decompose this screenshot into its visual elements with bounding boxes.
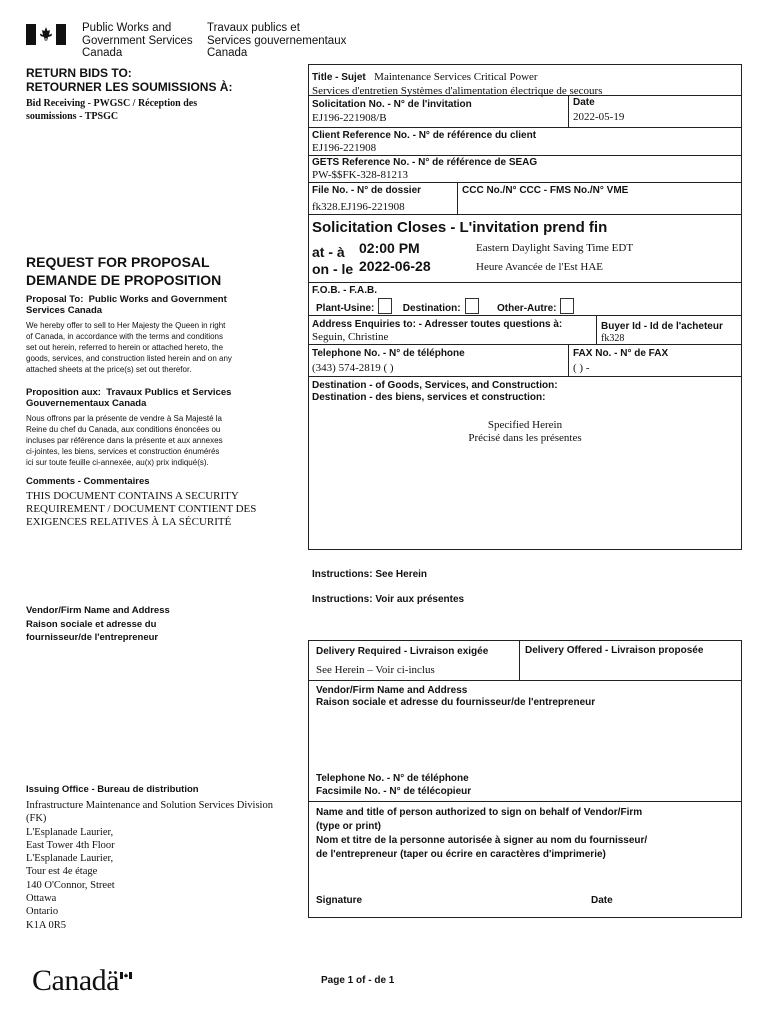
return-bids-title-en: RETURN BIDS TO: (26, 66, 132, 80)
enquiries-value: Seguin, Christine (312, 331, 389, 343)
gets-ref-label: GETS Reference No. - N° de référence de SEAG (312, 157, 538, 168)
canada-wordmark: Canadä (32, 964, 119, 997)
proposition-label: Proposition aux: Travaux Publics et Services Gouvernementaux Canada (26, 387, 232, 409)
title-value: Maintenance Services Critical Power (374, 71, 538, 83)
timezone-fr: Heure Avancée de l'Est HAE (476, 261, 604, 273)
rfp-title-fr: DEMANDE DE PROPOSITION (26, 272, 222, 288)
vendor-phone-label: Telephone No. - N° de téléphone Facsimile No. - N° de télécopieur (316, 773, 472, 797)
destination-label: Destination - of Goods, Services, and Construction: Destination - des biens, services et construction: (312, 380, 558, 403)
file-no-value: fk328.EJ196-221908 (312, 201, 405, 213)
vendor-left-label: Vendor/Firm Name and Address Raison sociale et adresse du fournisseur/de l'entrepreneur (26, 605, 170, 643)
proposal-to-label: Proposal To: Public Works and Government Services Canada (26, 294, 227, 316)
fax-label: FAX No. - N° de FAX (573, 348, 669, 359)
page-number: Page 1 of - de 1 (321, 975, 395, 986)
date-value: 2022-05-19 (573, 111, 625, 123)
plant-label: Plant-Usine: (316, 303, 375, 314)
gets-ref-value: PW-$$FK-328-81213 (312, 169, 408, 181)
closes-title: Solicitation Closes - L'invitation prend fin (312, 219, 608, 236)
instructions-fr: Instructions: Voir aux présentes (312, 594, 465, 605)
buyer-id-label: Buyer Id - Id de l'acheteur (601, 321, 723, 332)
issuing-office-address: Infrastructure Maintenance and Solution Services Division (FK) L'Esplanade Laurier, East Tower 4th Floor L'Esplanade Laurier, Tour est 4e étage 140 O'Connor, Street Ottawa Ontario K1A 0R5 (26, 800, 273, 931)
vendor-name-label: Vendor/Firm Name and Address Raison sociale et adresse du fournisseur/de l'entrepreneur (316, 685, 596, 708)
at-label: at - à (312, 244, 345, 260)
comments-label: Comments - Commentaires (26, 476, 150, 487)
delivery-required-label: Delivery Required - Livraison exigée (316, 646, 489, 657)
title-value-fr: Services d'entretien Systèmes d'alimentation électrique de secours (312, 85, 603, 97)
return-bids-address: Bid Receiving - PWGSC / Réception des soumissions - TPSGC (26, 98, 198, 122)
other-label: Other-Autre: (497, 303, 557, 314)
delivery-offered-label: Delivery Offered - Livraison proposée (525, 645, 704, 656)
proposal-to-text: We hereby offer to sell to Her Majesty the Queen in right of Canada, in accordance with the terms and conditions set out herein, referred to herein or attached hereto, the goods, services, and construction listed herein and on any attached sheets at the price(s) set out therefor. (26, 321, 232, 374)
ccc-label: CCC No./N° CCC - FMS No./N° VME (462, 185, 629, 196)
specified-en: Specified Herein (487, 419, 563, 431)
plant-checkbox[interactable] (378, 298, 392, 314)
title-field (312, 67, 738, 98)
enquiries-label: Address Enquiries to: - Adresser toutes questions à: (312, 319, 563, 330)
closing-time: 02:00 PM (359, 240, 420, 256)
date-label: Date (573, 97, 595, 108)
fob-options (316, 298, 574, 316)
phone-value: (343) 574-2819 ( ) (312, 362, 394, 374)
phone-label: Telephone No. - N° de téléphone (312, 348, 465, 359)
return-bids-title-fr: RETOURNER LES SOUMISSIONS À: (26, 80, 233, 94)
other-checkbox[interactable] (560, 298, 574, 314)
issuing-office-label: Issuing Office - Bureau de distribution (26, 784, 199, 795)
wordmark-flag-icon (120, 966, 132, 973)
buyer-id-value: fk328 (601, 333, 625, 344)
instructions-en: Instructions: See Herein (312, 569, 428, 580)
delivery-required-value: See Herein – Voir ci-inclus (316, 664, 435, 676)
timezone-en: Eastern Daylight Saving Time EDT (476, 242, 634, 254)
canada-flag-icon (26, 24, 66, 45)
fob-label: F.O.B. - F.A.B. (312, 285, 377, 296)
file-no-label: File No. - N° de dossier (312, 185, 422, 196)
dept-name-en: Public Works and Government Services Canada (82, 22, 193, 59)
solicitation-value: EJ196-221908/B (312, 112, 387, 124)
client-ref-label: Client Reference No. - N° de référence du client (312, 130, 537, 141)
fax-value: ( ) - (573, 362, 590, 374)
destination-checkbox[interactable] (465, 298, 479, 314)
signature-date-label: Date (591, 895, 613, 906)
comments-text: THIS DOCUMENT CONTAINS A SECURITY REQUIREMENT / DOCUMENT CONTIENT DES EXIGENCES RELATIVES À LA SÉCURITÉ (26, 490, 257, 528)
title-label: Title - Sujet (312, 72, 366, 83)
signature-label: Signature (316, 895, 363, 906)
authorized-person-label: Name and title of person authorized to sign on behalf of Vendor/Firm (type or print) Nom et titre de la personne autorisée à signer au nom du fournisseur/ de l'entrepreneur (taper ou écrire en caractères d'imprimerie) (316, 807, 648, 860)
solicitation-label: Solicitation No. - N° de l'invitation (312, 99, 472, 110)
on-label: on - le (312, 261, 354, 277)
dept-name-fr: Travaux publics et Services gouvernementaux Canada (207, 22, 347, 59)
client-ref-value: EJ196-221908 (312, 142, 377, 154)
destination-fob-label: Destination: (402, 303, 461, 314)
proposition-text: Nous offrons par la présente de vendre à Sa Majesté la Reine du chef du Canada, aux conditions énoncées ou incluses par référence dans la présente et aux annexes ci-jointes, les biens, services et construction énumérés ici sur toute feuille ci-annexée, au(x) prix indiqué(s). (26, 414, 223, 467)
rfp-title-en: REQUEST FOR PROPOSAL (26, 254, 210, 270)
closing-date: 2022-06-28 (359, 258, 431, 274)
specified-fr: Précisé dans les présentes (468, 432, 582, 444)
